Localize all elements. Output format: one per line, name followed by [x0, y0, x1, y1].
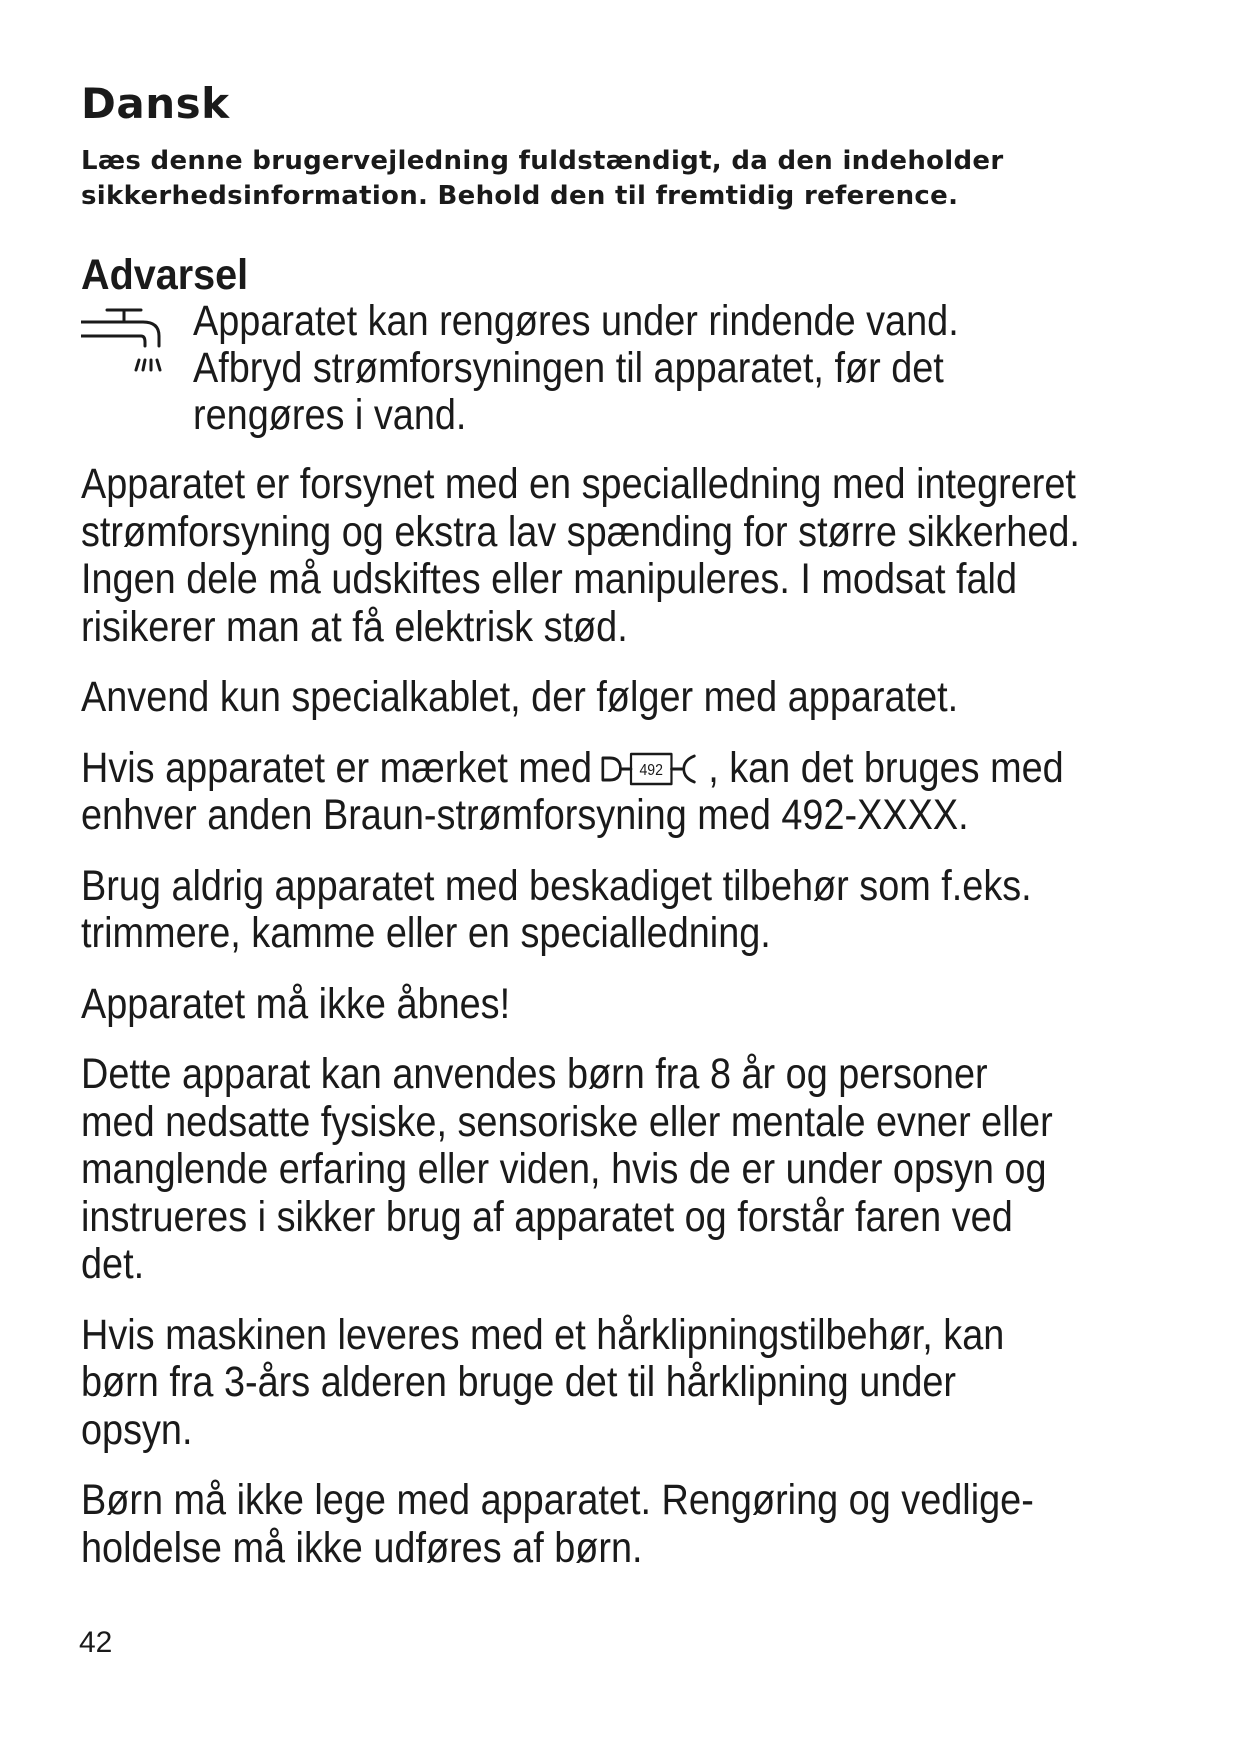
water-tap-icon: [81, 302, 193, 392]
paragraph-line: med nedsatte fysiske, sensoriske eller mentale evner eller: [81, 1097, 1053, 1146]
paragraph-line: Børn må ikke lege med apparatet. Rengøring og vedlige-: [81, 1476, 1034, 1524]
page-number: 42: [79, 1626, 113, 1659]
paragraph-line: Hvis maskinen leveres med et hårklipningstilbehør, kan: [81, 1310, 1005, 1359]
paragraph-power-supply-mark: [81, 745, 1128, 840]
paragraph-text: Hvis apparatet er mærket med: [81, 743, 593, 792]
warning-text: [193, 298, 1054, 439]
warning-line: Afbryd strømforsyningen til apparatet, før det: [193, 344, 944, 392]
paragraph-line: strømforsyning og ekstra lav spænding for større sikkerhed.: [81, 507, 1080, 556]
paragraph-line: holdelse må ikke udføres af børn.: [81, 1523, 643, 1572]
paragraph-children-play: [81, 1477, 1128, 1572]
document-page: [81, 80, 1171, 1595]
paragraph-line: trimmere, kamme eller en specialledning.: [81, 909, 771, 957]
intro-text: [81, 144, 1171, 214]
paragraph-text: , kan det bruges med: [708, 743, 1064, 792]
paragraph-line: risikerer man at få elektrisk stød.: [81, 602, 628, 651]
paragraph-line: Brug aldrig apparatet med beskadiget tilbehør som f.eks.: [81, 861, 1032, 910]
paragraph-line: Anvend kun specialkablet, der følger med apparatet.: [81, 673, 959, 721]
paragraph-line: manglende erfaring eller viden, hvis de er under opsyn og: [81, 1145, 1047, 1193]
paragraph-line: opsyn.: [81, 1405, 193, 1454]
paragraph-line: instrueres i sikker brug af apparatet og forstår faren ved: [81, 1192, 1013, 1241]
power-supply-icon-label: 492: [639, 760, 663, 779]
warning-block: [81, 298, 1171, 439]
paragraph-line: det.: [81, 1240, 145, 1288]
warning-heading: Advarsel: [81, 251, 249, 299]
paragraph-do-not-open: [81, 981, 1128, 1029]
paragraph-special-cord: [81, 461, 1128, 651]
paragraph-use-cable: [81, 674, 1128, 722]
paragraph-line: Dette apparat kan anvendes børn fra 8 år og personer: [81, 1050, 988, 1098]
intro-line: sikkerhedsinformation. Behold den til fremtidig reference.: [81, 181, 959, 211]
paragraph-children-persons: [81, 1051, 1128, 1289]
paragraph-line: Ingen dele må udskiftes eller manipuleres. I modsat fald: [81, 555, 1017, 603]
paragraph-line: Apparatet må ikke åbnes!: [81, 979, 511, 1028]
intro-line: Læs denne brugervejledning fuldstændigt, da den indeholder: [81, 146, 1004, 176]
paragraph-damaged-accessories: [81, 863, 1128, 958]
paragraph-line: enhver anden Braun-strømforsyning med 492-XXXX.: [81, 791, 969, 839]
paragraph-hair-clipping: [81, 1312, 1128, 1455]
paragraph-line: børn fra 3-års alderen bruge det til hårklipning under: [81, 1358, 957, 1406]
paragraph-line: [81, 745, 1128, 793]
warning-line: rengøres i vand.: [193, 391, 467, 439]
warning-line: Apparatet kan rengøres under rindende vand.: [193, 297, 959, 345]
paragraph-line: Apparatet er forsynet med en specialledning med integreret: [81, 460, 1076, 508]
power-supply-492-icon: [597, 750, 706, 788]
language-title: Dansk: [81, 79, 230, 128]
